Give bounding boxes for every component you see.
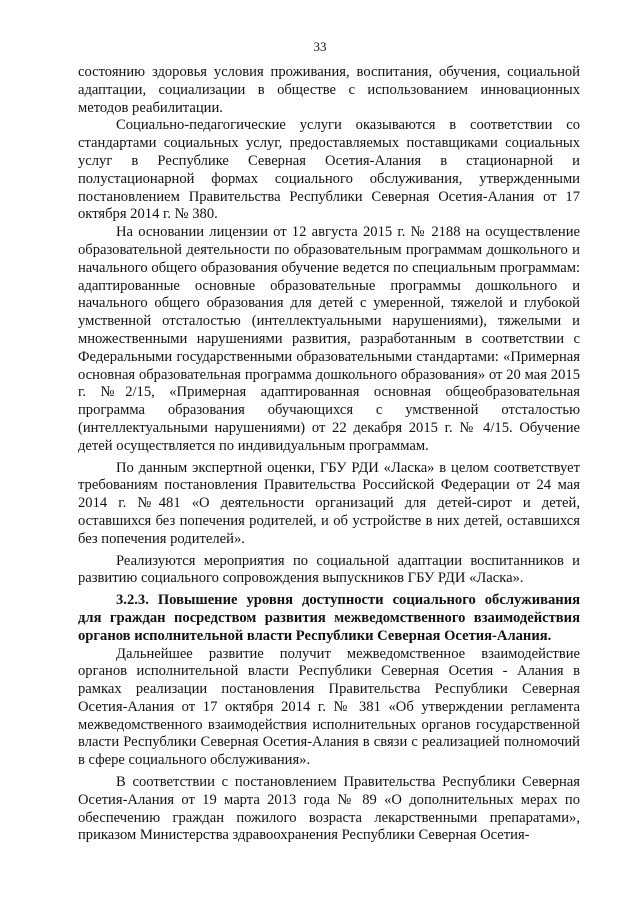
paragraph-government-decree: В соответствии с постановлением Правительства Республики Северная Осетия-Алания от 19 марта 2013 года № 89 «О дополнительных мерах по обеспечению граждан пожилого возраста лекарственными препаратами», приказом Министерства здравоохранения Республики Северная Осетия- [78,774,580,844]
paragraph-adaptation-measures: Реализуются мероприятия по социальной адаптации воспитанников и развитию социального сопровождения выпускников ГБУ РДИ «Ласка». [78,552,580,587]
paragraph-continuation: состоянию здоровья условия проживания, воспитания, обучения, социальной адаптации, социализации в обществе с использованием инновационных методов реабилитации. [78,64,580,116]
section-heading-3-2-3: 3.2.3. Повышение уровня доступности социального обслуживания для граждан посредством развития межведомственного взаимодействия органов исполнительной власти Республики Северная Осетия-Алания. [78,592,580,644]
page-number: 33 [313,39,327,54]
paragraph-interagency-cooperation: Дальнейшее развитие получит межведомственное взаимодействие органов исполнительной власти Республики Северная Осетия - Алания в рамках реализации постановления Правительства Республики Северная Осетия-Алания от 17 октября 2014 г. № 381 «Об утверждении регламента межведомственного взаимодействия исполнительных органов государственной власти Республики Северная Осетия-Алания в связи с реализацией полномочий в сфере социального обслуживания». [78,645,580,769]
paragraph-license: На основании лицензии от 12 августа 2015 г. № 2188 на осуществление образовательной деятельности по образовательным программам дошкольного и начального общего образования обучение ведется по специальным программам: адаптированные основные образовательные программы дошкольного и начального общего образования для детей с умеренной, тяжелой и глубокой умственной отсталостью (интеллектуальными нарушениями), тяжелыми и множественными нарушениями развития, разработанным в соответствии с Федеральными государственными образовательными стандартами: «Примерная основная образовательная программа дошкольного образования» от 20 мая 2015 г. №2/15, «Примерная адаптированная основная общеобразовательная программа образования обучающихся с умственной отсталостью (интеллектуальными нарушениями) от 22 декабря 2015 г. № 4/15. Обучение детей осуществляется по индивидуальным программам. [78,224,580,454]
paragraph-social-pedagogical-services: Социально-педагогические услуги оказываются в соответствии со стандартами социальных услуг, предоставляемых поставщиками социальных услуг в Республике Северная Осетия-Алания в стационарной и полустационарной формах социального обслуживания, утвержденными постановлением Правительства Республики Северная Осетия-Алания от 17 октября 2014 г. № 380. [78,117,580,223]
paragraph-expert-assessment: По данным экспертной оценки, ГБУ РДИ «Ласка» в целом соответствует требованиям постановления Правительства Российской Федерации от 24 мая 2014 г. №481 «О деятельности организаций для детей-сирот и детей, оставшихся без попечения родителей, и об устройстве в них детей, оставшихся без попечения родителей». [78,459,580,547]
document-body [78,64,580,845]
